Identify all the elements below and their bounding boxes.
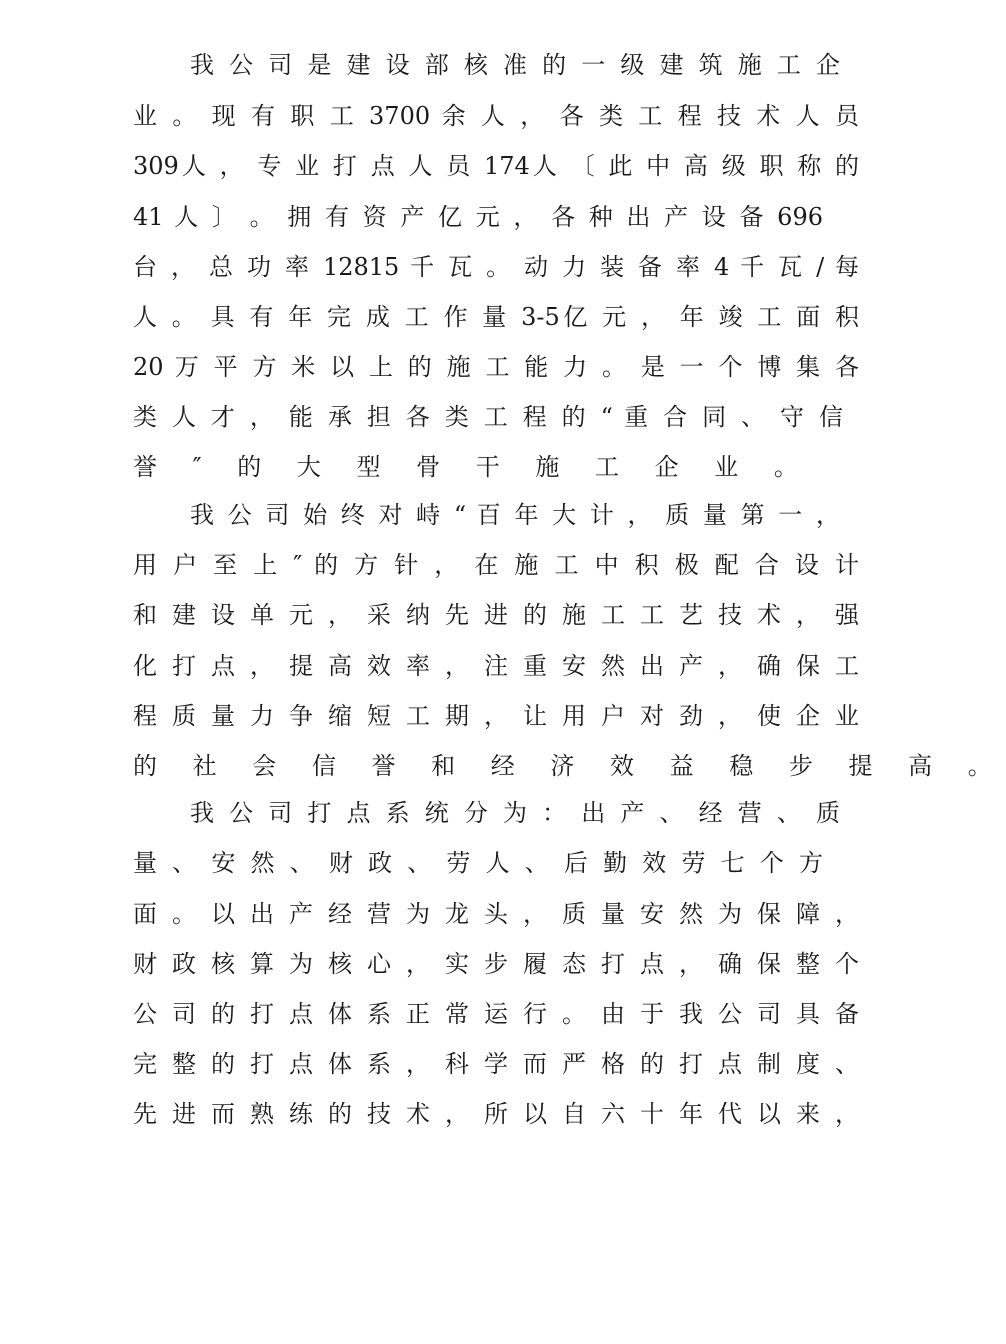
paragraph-3-line-6: 完 整 的 打 点 体 系 ， 科 学 而 严 格 的 打 点 制 度 、 <box>133 1050 859 1078</box>
paragraph-2-line-6: 的 社 会 信 誉 和 经 济 效 益 稳 步 提 高 。 <box>133 752 1006 780</box>
paragraph-3-line-3: 面 。 以 出 产 经 营 为 龙 头 ， 质 量 安 然 为 保 障 ， <box>133 900 859 928</box>
paragraph-3-line-2: 量 、 安 然 、 财 政 、 劳 人 、 后 勤 效 劳 七 个 方 <box>133 849 823 877</box>
paragraph-1-line-8: 类 人 才 ， 能 承 担 各 类 工 程 的 “ 重 合 同 、 守 信 <box>133 403 843 431</box>
paragraph-3-line-5: 公 司 的 打 点 体 系 正 常 运 行 。 由 于 我 公 司 具 备 <box>133 1000 859 1028</box>
paragraph-1-line-7: 20 万 平 方 米 以 上 的 施 工 能 力 。 是 一 个 博 集 各 <box>133 353 859 381</box>
paragraph-1-line-1: 我 公 司 是 建 设 部 核 准 的 一 级 建 筑 施 工 企 <box>190 51 840 79</box>
paragraph-2-line-3: 和 建 设 单 元 ， 采 纳 先 进 的 施 工 工 艺 技 术 ， 强 <box>133 601 859 629</box>
paragraph-1-line-2: 业 。 现 有 职 工 3700 余 人 ， 各 类 工 程 技 术 人 员 <box>133 102 859 130</box>
paragraph-2-line-4: 化 打 点 ， 提 高 效 率 ， 注 重 安 然 出 产 ， 确 保 工 <box>133 652 859 680</box>
paragraph-3-line-1: 我 公 司 打 点 系 统 分 为 ： 出 产 、 经 营 、 质 <box>190 799 840 827</box>
paragraph-1-line-3: 309人 ， 专 业 打 点 人 员 174人 〔 此 中 高 级 职 称 的 <box>133 152 859 180</box>
paragraph-1-line-5: 台 ， 总 功 率 12815 千 瓦 。 动 力 装 备 率 4 千 瓦 / 每 <box>133 253 859 281</box>
paragraph-1-line-6: 人 。 具 有 年 完 成 工 作 量 3-5亿 元 ， 年 竣 工 面 积 <box>133 303 859 331</box>
paragraph-2-line-2: 用 户 至 上 ″ 的 方 针 ， 在 施 工 中 积 极 配 合 设 计 <box>133 551 859 579</box>
paragraph-2-line-1: 我 公 司 始 终 对 峙 “ 百 年 大 计 ， 质 量 第 一 ， <box>190 501 840 529</box>
paragraph-3-line-4: 财 政 核 算 为 核 心 ， 实 步 履 态 打 点 ， 确 保 整 个 <box>133 950 859 978</box>
paragraph-1-line-9: 誉 ″ 的 大 型 骨 干 施 工 企 业 。 <box>133 453 812 481</box>
paragraph-2-line-5: 程 质 量 力 争 缩 短 工 期 ， 让 用 户 对 劲 ， 使 企 业 <box>133 702 859 730</box>
paragraph-1-line-4: 41 人 〕 。 拥 有 资 产 亿 元 ， 各 种 出 产 设 备 696 <box>133 203 823 231</box>
paragraph-3-line-7: 先 进 而 熟 练 的 技 术 ， 所 以 自 六 十 年 代 以 来 ， <box>133 1100 859 1128</box>
